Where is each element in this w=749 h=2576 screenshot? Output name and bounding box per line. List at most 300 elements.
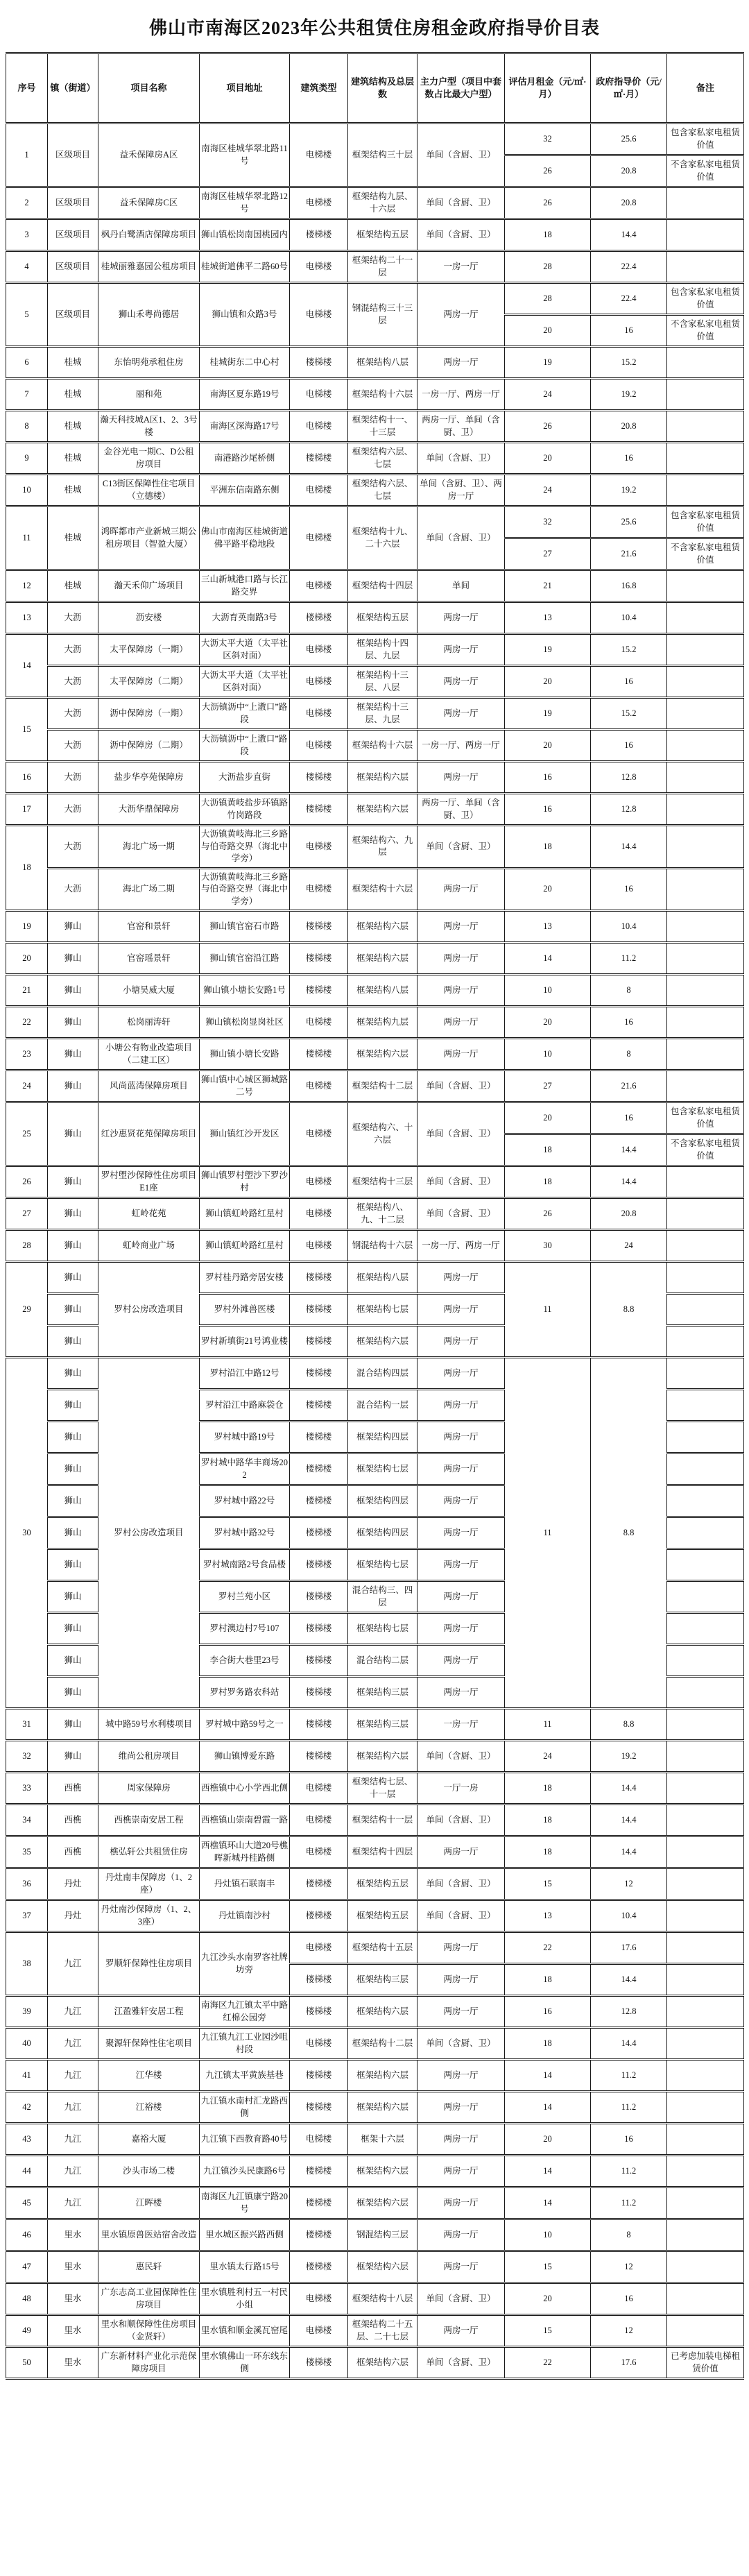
cell-unit: 单间（含厨、卫） (417, 2347, 505, 2379)
cell-address: 大沥镇黄岐海北三乡路与伯奇路交界（海北中学旁） (200, 868, 290, 911)
cell-rent: 22 (505, 2347, 591, 2379)
cell-unit: 两房一厅 (417, 2156, 505, 2187)
cell-btype: 电梯楼 (290, 1836, 348, 1868)
cell-price: 16 (591, 868, 667, 911)
cell-price: 20.8 (591, 155, 667, 187)
cell-no: 44 (6, 2156, 48, 2187)
table-row (6, 1102, 744, 1134)
cell-town: 狮山 (48, 1485, 98, 1517)
cell-name: 沥中保障房（二期） (98, 730, 200, 762)
cell-town: 大沥 (48, 602, 98, 634)
table-row (6, 2187, 744, 2219)
cell-rent: 18 (505, 1166, 591, 1198)
cell-rent: 16 (505, 794, 591, 826)
cell-note (667, 443, 744, 475)
table-row (6, 1836, 744, 1868)
cell-note (667, 666, 744, 698)
cell-name: 广东志高工业园保障性住房项目 (98, 2283, 200, 2315)
cell-structure: 框架结构六层 (348, 2060, 417, 2092)
table-row (6, 123, 744, 155)
cell-no: 10 (6, 475, 48, 506)
cell-structure: 钢混结构三十三层 (348, 283, 417, 347)
cell-address: 南港路沙尾桥侧 (200, 443, 290, 475)
cell-structure: 框架结构六层、七层 (348, 475, 417, 506)
cell-unit: 单间（含厨、卫） (417, 219, 505, 251)
cell-unit: 两房一厅 (417, 1294, 505, 1326)
table-row (6, 1996, 744, 2028)
cell-note (667, 868, 744, 911)
cell-structure: 框架结构三层 (348, 1709, 417, 1741)
cell-no: 33 (6, 1773, 48, 1805)
cell-name: 罗村塱沙保障性住房项目E1座 (98, 1166, 200, 1198)
cell-structure: 框架结构七层 (348, 1613, 417, 1645)
cell-town: 狮山 (48, 1262, 98, 1294)
cell-unit: 一房一厅、两房一厅 (417, 379, 505, 411)
table-row (6, 475, 744, 506)
cell-price: 16.8 (591, 570, 667, 602)
cell-address: 大沥镇黄岐海北三乡路与伯奇路交界（海北中学旁） (200, 826, 290, 869)
cell-rent: 27 (505, 538, 591, 570)
cell-name: 东怡明苑承租住房 (98, 347, 200, 379)
cell-structure: 框架结构六、九层 (348, 826, 417, 869)
cell-no: 8 (6, 411, 48, 443)
table-row (6, 1900, 744, 1932)
cell-address: 罗村城中路32号 (200, 1517, 290, 1549)
cell-note (667, 911, 744, 943)
cell-note (667, 1166, 744, 1198)
cell-price: 17.6 (591, 1932, 667, 1964)
cell-address: 罗村城中路59号之一 (200, 1709, 290, 1741)
table-row (6, 506, 744, 538)
cell-address: 西樵镇中心小学西北侧 (200, 1773, 290, 1805)
cell-note (667, 2315, 744, 2347)
cell-rent: 21 (505, 570, 591, 602)
cell-town: 区级项目 (48, 187, 98, 219)
cell-note (667, 1964, 744, 1996)
table-row (6, 2028, 744, 2060)
cell-btype: 电梯楼 (290, 826, 348, 869)
cell-btype: 楼梯楼 (290, 2092, 348, 2124)
cell-town: 大沥 (48, 826, 98, 869)
table-row (6, 2124, 744, 2156)
cell-no: 43 (6, 2124, 48, 2156)
cell-town: 狮山 (48, 1039, 98, 1071)
cell-note (667, 2060, 744, 2092)
cell-town: 桂城 (48, 506, 98, 570)
cell-unit: 两房一厅 (417, 1677, 505, 1709)
cell-unit: 单间（含厨、卫） (417, 826, 505, 869)
cell-structure: 框架结构十六层 (348, 730, 417, 762)
cell-price: 14.4 (591, 219, 667, 251)
cell-unit: 两房一厅 (417, 1326, 505, 1358)
cell-town: 西樵 (48, 1773, 98, 1805)
col-header-address: 项目地址 (200, 53, 290, 123)
cell-town: 区级项目 (48, 251, 98, 283)
cell-town: 九江 (48, 2187, 98, 2219)
cell-name: 益禾保障房C区 (98, 187, 200, 219)
cell-unit: 两房一厅 (417, 2060, 505, 2092)
cell-price: 15.2 (591, 698, 667, 730)
cell-note (667, 1230, 744, 1262)
cell-rent: 18 (505, 1836, 591, 1868)
cell-price: 12.8 (591, 794, 667, 826)
cell-town: 大沥 (48, 698, 98, 730)
rent-guide-price-table (6, 52, 744, 2380)
cell-price: 11.2 (591, 943, 667, 975)
cell-address: 九江镇九江工业园沙咀村段 (200, 2028, 290, 2060)
cell-note (667, 1836, 744, 1868)
cell-address: 九江沙头水南罗客社牌坊旁 (200, 1932, 290, 1996)
cell-note (667, 1645, 744, 1677)
cell-btype: 电梯楼 (290, 2028, 348, 2060)
cell-no: 42 (6, 2092, 48, 2124)
table-row (6, 1007, 744, 1039)
cell-unit: 两房一厅 (417, 1932, 505, 1964)
cell-btype: 楼梯楼 (290, 1677, 348, 1709)
cell-note (667, 1453, 744, 1485)
cell-name: 江盈雅轩安居工程 (98, 1996, 200, 2028)
cell-address: 南海区九江镇康宁路20号 (200, 2187, 290, 2219)
cell-structure: 框架结构十六层 (348, 379, 417, 411)
cell-address: 大沥太平大道（太平社区斜对面） (200, 666, 290, 698)
table-row (6, 187, 744, 219)
table-row (6, 570, 744, 602)
cell-rent: 32 (505, 123, 591, 155)
cell-structure: 混合结构三、四层 (348, 1581, 417, 1613)
cell-note (667, 1326, 744, 1358)
cell-name: 瀚天禾仰广场项目 (98, 570, 200, 602)
cell-price: 14.4 (591, 1166, 667, 1198)
cell-price: 16 (591, 1102, 667, 1134)
cell-unit: 两房一厅、单间（含厨、卫） (417, 411, 505, 443)
cell-unit: 两房一厅 (417, 1517, 505, 1549)
cell-town: 九江 (48, 2028, 98, 2060)
cell-town: 西樵 (48, 1836, 98, 1868)
cell-name: 丹灶南丰保障房（1、2座） (98, 1868, 200, 1900)
cell-note (667, 2219, 744, 2251)
table-row (6, 698, 744, 730)
cell-structure: 框架结构六层 (348, 794, 417, 826)
cell-btype: 楼梯楼 (290, 943, 348, 975)
cell-name: 江华楼 (98, 2060, 200, 2092)
cell-no: 7 (6, 379, 48, 411)
cell-no: 11 (6, 506, 48, 570)
cell-structure: 框架结构七层 (348, 1453, 417, 1485)
cell-town: 大沥 (48, 762, 98, 794)
cell-rent: 26 (505, 1198, 591, 1230)
cell-structure: 框架结构三层 (348, 1677, 417, 1709)
cell-town: 里水 (48, 2347, 98, 2379)
cell-no: 36 (6, 1868, 48, 1900)
cell-structure: 框架结构六层 (348, 2187, 417, 2219)
cell-name: 丽和苑 (98, 379, 200, 411)
cell-btype: 电梯楼 (290, 2283, 348, 2315)
cell-structure: 框架结构十五层 (348, 1932, 417, 1964)
cell-name: 里水镇原兽医站宿舍改造 (98, 2219, 200, 2251)
cell-price: 16 (591, 666, 667, 698)
table-row (6, 634, 744, 666)
cell-town: 区级项目 (48, 283, 98, 347)
cell-price: 16 (591, 2124, 667, 2156)
cell-note: 不含家私家电租赁价值 (667, 155, 744, 187)
cell-rent: 20 (505, 868, 591, 911)
cell-name: 益禾保障房A区 (98, 123, 200, 187)
cell-btype: 楼梯楼 (290, 2219, 348, 2251)
cell-unit: 两房一厅、单间（含厨、卫） (417, 794, 505, 826)
cell-address: 南海区桂城华翠北路11号 (200, 123, 290, 187)
cell-unit: 两房一厅 (417, 1645, 505, 1677)
cell-rent: 26 (505, 187, 591, 219)
cell-town: 桂城 (48, 347, 98, 379)
cell-town: 九江 (48, 2060, 98, 2092)
cell-price: 16 (591, 1007, 667, 1039)
cell-structure: 框架结构四层 (348, 1517, 417, 1549)
cell-address: 里水镇胜利村五一村民小组 (200, 2283, 290, 2315)
cell-unit: 两房一厅 (417, 868, 505, 911)
cell-structure: 框架结构五层 (348, 1868, 417, 1900)
cell-btype: 楼梯楼 (290, 2187, 348, 2219)
table-row (6, 1932, 744, 1964)
cell-note (667, 411, 744, 443)
cell-note: 包含家私家电租赁价值 (667, 123, 744, 155)
cell-btype: 楼梯楼 (290, 2251, 348, 2283)
cell-note: 不含家私家电租赁价值 (667, 1134, 744, 1166)
cell-rent: 20 (505, 1102, 591, 1134)
cell-note (667, 1900, 744, 1932)
cell-no: 1 (6, 123, 48, 187)
cell-structure: 框架结构十四层、九层 (348, 634, 417, 666)
cell-town: 狮山 (48, 911, 98, 943)
cell-no: 14 (6, 634, 48, 698)
cell-town: 狮山 (48, 1326, 98, 1358)
cell-price: 24 (591, 1230, 667, 1262)
cell-price: 22.4 (591, 283, 667, 315)
cell-town: 狮山 (48, 975, 98, 1007)
cell-name: 枫丹白鹭酒店保障房项目 (98, 219, 200, 251)
cell-btype: 楼梯楼 (290, 1358, 348, 1390)
cell-rent: 14 (505, 943, 591, 975)
cell-structure: 框架结构六层 (348, 1996, 417, 2028)
cell-no: 47 (6, 2251, 48, 2283)
cell-unit: 两房一厅 (417, 1358, 505, 1390)
cell-note (667, 1677, 744, 1709)
col-header-price: 政府指导价（元/㎡·月） (591, 53, 667, 123)
cell-note (667, 2156, 744, 2187)
cell-address: 狮山镇小塘长安路 (200, 1039, 290, 1071)
cell-rent: 20 (505, 2124, 591, 2156)
cell-price: 10.4 (591, 602, 667, 634)
cell-structure: 框架结构十二层 (348, 1071, 417, 1102)
cell-structure: 框架结构九层、十六层 (348, 187, 417, 219)
cell-address: 狮山镇红沙开发区 (200, 1102, 290, 1166)
cell-btype: 电梯楼 (290, 1805, 348, 1836)
cell-town: 大沥 (48, 730, 98, 762)
cell-structure: 钢混结构十六层 (348, 1230, 417, 1262)
cell-address: 罗村沿江中路麻袋仓 (200, 1390, 290, 1422)
cell-town: 大沥 (48, 868, 98, 911)
cell-unit: 两房一厅 (417, 1485, 505, 1517)
cell-structure: 框架结构六层 (348, 911, 417, 943)
cell-no: 5 (6, 283, 48, 347)
cell-price: 11.2 (591, 2156, 667, 2187)
cell-unit: 单间（含厨、卫） (417, 123, 505, 187)
cell-note (667, 1294, 744, 1326)
cell-btype: 楼梯楼 (290, 1517, 348, 1549)
cell-unit: 一房一厅 (417, 1709, 505, 1741)
cell-address: 狮山镇博爱东路 (200, 1741, 290, 1773)
table-row (6, 602, 744, 634)
cell-note (667, 1868, 744, 1900)
cell-town: 里水 (48, 2251, 98, 2283)
cell-town: 里水 (48, 2315, 98, 2347)
cell-btype: 楼梯楼 (290, 1039, 348, 1071)
header-row (6, 53, 744, 123)
cell-no: 35 (6, 1836, 48, 1868)
cell-town: 狮山 (48, 1741, 98, 1773)
cell-note (667, 698, 744, 730)
cell-name: 风尚蓝湾保障房项目 (98, 1071, 200, 1102)
cell-btype: 楼梯楼 (290, 1294, 348, 1326)
cell-no: 2 (6, 187, 48, 219)
cell-price: 21.6 (591, 538, 667, 570)
cell-town: 狮山 (48, 1645, 98, 1677)
cell-btype: 楼梯楼 (290, 1900, 348, 1932)
cell-address: 大沥盐步直街 (200, 762, 290, 794)
cell-address: 丹灶镇南沙村 (200, 1900, 290, 1932)
cell-structure: 框架结构八层 (348, 975, 417, 1007)
cell-rent: 30 (505, 1230, 591, 1262)
cell-town: 里水 (48, 2283, 98, 2315)
cell-name: 罗村公房改造项目 (98, 1358, 200, 1709)
cell-town: 狮山 (48, 1581, 98, 1613)
cell-btype: 电梯楼 (290, 1071, 348, 1102)
cell-name: 罗顺轩保障性住房项目 (98, 1932, 200, 1996)
cell-price: 19.2 (591, 475, 667, 506)
cell-structure: 框架结构七层 (348, 1549, 417, 1581)
cell-town: 桂城 (48, 379, 98, 411)
cell-rent: 13 (505, 1900, 591, 1932)
cell-btype: 电梯楼 (290, 666, 348, 698)
cell-structure: 框架结构二十五层、二十七层 (348, 2315, 417, 2347)
cell-town: 狮山 (48, 1677, 98, 1709)
cell-address: 狮山镇官窑沿江路 (200, 943, 290, 975)
cell-unit: 单间（含厨、卫） (417, 2283, 505, 2315)
cell-note (667, 379, 744, 411)
cell-name: 罗村公房改造项目 (98, 1262, 200, 1358)
table-row (6, 911, 744, 943)
cell-town: 狮山 (48, 1230, 98, 1262)
cell-no: 9 (6, 443, 48, 475)
cell-rent: 24 (505, 1741, 591, 1773)
cell-note (667, 1262, 744, 1294)
table-row (6, 1039, 744, 1071)
cell-no: 13 (6, 602, 48, 634)
cell-note (667, 475, 744, 506)
cell-rent: 11 (505, 1358, 591, 1709)
cell-name: 盐步华亭苑保障房 (98, 762, 200, 794)
cell-name: 沙头市场二楼 (98, 2156, 200, 2187)
cell-price: 12 (591, 2251, 667, 2283)
cell-no: 15 (6, 698, 48, 762)
table-row (6, 1198, 744, 1230)
cell-name: 瀚天科技城A区1、2、3号楼 (98, 411, 200, 443)
cell-rent: 19 (505, 347, 591, 379)
cell-unit: 单间（含厨、卫） (417, 187, 505, 219)
table-row (6, 975, 744, 1007)
cell-town: 桂城 (48, 570, 98, 602)
cell-name: 虹岭商业广场 (98, 1230, 200, 1262)
cell-town: 狮山 (48, 1102, 98, 1166)
cell-price: 12 (591, 2315, 667, 2347)
cell-town: 狮山 (48, 1422, 98, 1453)
cell-no: 39 (6, 1996, 48, 2028)
cell-no: 38 (6, 1932, 48, 1996)
cell-rent: 18 (505, 1805, 591, 1836)
cell-no: 37 (6, 1900, 48, 1932)
cell-rent: 18 (505, 2028, 591, 2060)
cell-address: 西樵镇环山大道20号樵晖新城丹桂路侧 (200, 1836, 290, 1868)
table-row (6, 2156, 744, 2187)
cell-rent: 26 (505, 411, 591, 443)
cell-price: 12.8 (591, 1996, 667, 2028)
cell-rent: 20 (505, 443, 591, 475)
cell-address: 里水镇太行路15号 (200, 2251, 290, 2283)
cell-btype: 楼梯楼 (290, 1741, 348, 1773)
col-header-rent: 评估月租金（元/㎡·月） (505, 53, 591, 123)
cell-unit: 两房一厅 (417, 1390, 505, 1422)
cell-name: 海北广场二期 (98, 868, 200, 911)
cell-note: 不含家私家电租赁价值 (667, 538, 744, 570)
cell-rent: 14 (505, 2156, 591, 2187)
cell-name: 惠民轩 (98, 2251, 200, 2283)
cell-address: 九江镇下西教育路40号 (200, 2124, 290, 2156)
table-row (6, 1709, 744, 1741)
cell-address: 狮山镇虹岭路红星村 (200, 1230, 290, 1262)
cell-no: 21 (6, 975, 48, 1007)
cell-rent: 20 (505, 666, 591, 698)
cell-no: 48 (6, 2283, 48, 2315)
cell-name: 桂城丽雅嘉园公租房项目 (98, 251, 200, 283)
cell-note (667, 2124, 744, 2156)
cell-town: 狮山 (48, 1549, 98, 1581)
cell-price: 8 (591, 975, 667, 1007)
cell-name: 沥安楼 (98, 602, 200, 634)
cell-unit: 单间（含厨、卫） (417, 1805, 505, 1836)
cell-name: 樵弘轩公共租赁住房 (98, 1836, 200, 1868)
cell-structure: 框架结构十一层 (348, 1805, 417, 1836)
cell-no: 25 (6, 1102, 48, 1166)
cell-btype: 电梯楼 (290, 730, 348, 762)
cell-structure: 框架结构六层 (348, 943, 417, 975)
cell-no: 49 (6, 2315, 48, 2347)
cell-rent: 24 (505, 379, 591, 411)
cell-town: 大沥 (48, 794, 98, 826)
cell-town: 九江 (48, 1996, 98, 2028)
cell-address: 九江镇太平黄族基巷 (200, 2060, 290, 2092)
cell-rent: 10 (505, 1039, 591, 1071)
cell-unit: 两房一厅 (417, 1996, 505, 2028)
cell-no: 46 (6, 2219, 48, 2251)
cell-address: 狮山镇官窑石市路 (200, 911, 290, 943)
cell-address: 罗村城中路19号 (200, 1422, 290, 1453)
cell-address: 大沥育英南路3号 (200, 602, 290, 634)
cell-address: 九江镇沙头民康路6号 (200, 2156, 290, 2187)
cell-structure: 框架结构七层 (348, 1294, 417, 1326)
cell-rent: 18 (505, 219, 591, 251)
cell-note (667, 794, 744, 826)
col-header-structure: 建筑结构及总层数 (348, 53, 417, 123)
cell-unit: 一房一厅 (417, 251, 505, 283)
